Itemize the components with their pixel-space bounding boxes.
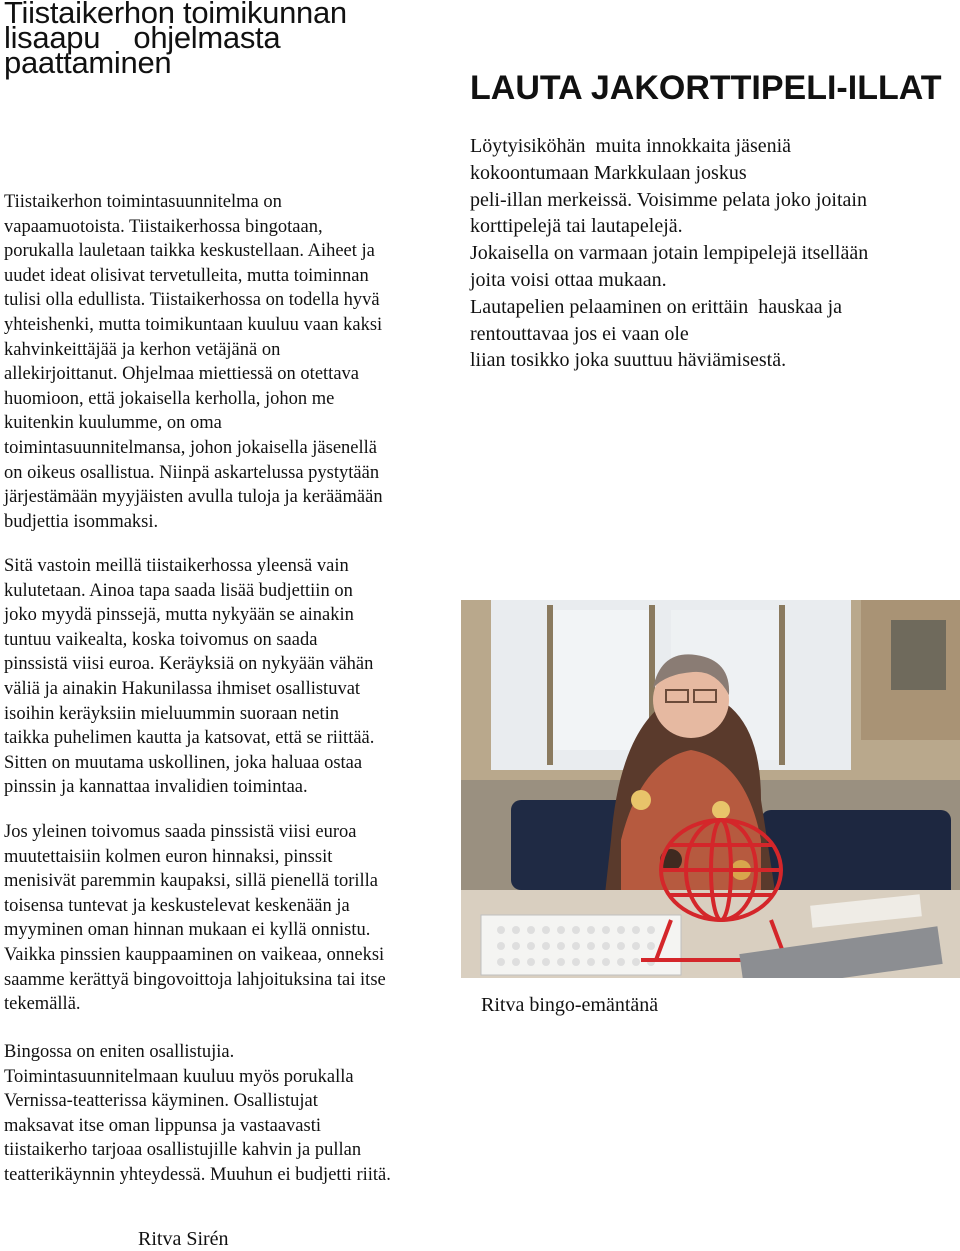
paragraph-line: joita voisi ottaa mukaan.: [470, 268, 667, 291]
paragraph-line: porukalla lauletaan taikka keskustellaan. Aiheet ja: [4, 241, 375, 262]
left-title-line: Tiistaikerhon toimikunnan: [4, 0, 347, 30]
paragraph-line: Sitten on muutama uskollinen, joka haluaa ostaa: [4, 752, 363, 773]
paragraph-line: tiistaikerho tarjoaa osallistujille kahvin ja pullan: [4, 1140, 362, 1161]
paragraph-line: tuntuu vaikealta, koska toivomus on saada: [4, 629, 318, 650]
paragraph-line: budjettia isommaksi.: [4, 511, 159, 532]
paragraph-line: peli-illan merkeissä. Voisimme pelata joko joitain: [470, 188, 867, 211]
paragraph-line: maksavat itse oman lippunsa ja vastaavasti: [4, 1115, 321, 1136]
paragraph-line: kokoontumaan Markkulaan joskus: [470, 161, 747, 184]
paragraph-line: toisensa tuntevat ja keskustelevat keskenään ja: [4, 895, 350, 916]
photo-caption: Ritva bingo-emäntänä: [481, 994, 659, 1016]
paragraph-line: kuitenkin kuulumme, on oma: [4, 413, 222, 434]
paragraph-line: Sitä vastoin meillä tiistaikerhossa yleensä vain: [4, 556, 349, 576]
bingo-photo-illustration: [461, 600, 960, 978]
left-paragraph-1: [4, 190, 454, 534]
bingo-photo: [461, 600, 960, 978]
paragraph-line: rentouttavaa jos ei vaan ole: [470, 322, 689, 345]
paragraph-line: joko myydä pinssejä, mutta nykyään se ainakin: [4, 605, 354, 626]
paragraph-line: pinssistä viisi euroa. Keräyksiä on nykyään vähän: [4, 654, 374, 675]
paragraph-line: kahvinkeittäjää ja kerhon vetäjänä on: [4, 339, 281, 360]
right-article-title: LAUTA JAKORTTIPELI-ILLAT: [470, 69, 942, 107]
left-title-line: paattaminen: [4, 45, 172, 80]
paragraph-line: huomioon, että jokaisella kerholla, johon me: [4, 388, 335, 409]
paragraph-line: myyminen oman hinnan mukaan ei kyllä onnistu.: [4, 920, 371, 941]
paragraph-line: liian tosikko joka suuttuu häviämisestä.: [470, 349, 787, 372]
right-paragraph: [470, 133, 950, 374]
paragraph-line: Tiistaikerhon toimintasuunnitelma on: [4, 192, 282, 212]
paragraph-line: tulisi olla edullista. Tiistaikerhossa on todella hyvä: [4, 290, 380, 311]
paragraph-line: saamme kerättyä bingovoittoja lahjoituksina tai itse: [4, 969, 386, 990]
paragraph-line: taikka puhelimen kautta ja katsovat, että se riittää.: [4, 728, 375, 749]
paragraph-line: teatterikäynnin yhteydessä. Muuhun ei budjetti riitä.: [4, 1164, 391, 1185]
paragraph-line: kulutetaan. Ainoa tapa saada lisää budjettiin on: [4, 580, 353, 601]
paragraph-line: tekemällä.: [4, 994, 81, 1015]
left-paragraph-3: [4, 820, 454, 1017]
paragraph-line: toimintasuunnitelmansa, johon jokaisella jäsenellä: [4, 437, 377, 458]
author-signature: Ritva Sirén: [138, 1228, 229, 1250]
paragraph-line: menisivät paremmin kaupaksi, sillä pienellä torilla: [4, 871, 379, 892]
paragraph-line: pinssin ja kannattaa invalidien toimintaa.: [4, 777, 308, 798]
paragraph-line: vapaamuotoista. Tiistaikerhossa bingotaan,: [4, 216, 323, 237]
left-paragraph-4: [4, 1040, 454, 1188]
paragraph-line: Bingossa on eniten osallistujia.: [4, 1042, 235, 1062]
paragraph-line: Lautapelien pelaaminen on erittäin hauskaa ja: [470, 295, 843, 318]
paragraph-line: muutettaisiin kolmen euron hinnaksi, pinssit: [4, 846, 333, 867]
paragraph-line: uudet ideat olisivat tervetulleita, mutta toiminnan: [4, 265, 369, 286]
paragraph-line: Jokaisella on varmaan jotain lempipelejä itsellään: [470, 242, 869, 265]
left-paragraph-2: [4, 554, 454, 800]
paragraph-line: Vaikka pinssien kauppaaminen on vaikeaa, onneksi: [4, 944, 385, 965]
paragraph-line: yhteishenki, mutta toimikuntaan kuuluu vaan kaksi: [4, 314, 383, 335]
paragraph-line: Vernissa-teatterissa käyminen. Osallistujat: [4, 1091, 318, 1112]
paragraph-line: Jos yleinen toivomus saada pinssistä viisi euroa: [4, 822, 357, 842]
paragraph-line: allekirjoittanut. Ohjelmaa miettiessä on otettava: [4, 364, 359, 385]
left-article-title: [4, 0, 444, 80]
paragraph-line: Löytyisiköhän muita innokkaita jäseniä: [470, 135, 792, 157]
left-title-line: lisaapu ohjelmasta: [4, 20, 281, 55]
paragraph-line: isoihin keräyksiin mieluummin suoraan netin: [4, 703, 340, 724]
paragraph-line: Toimintasuunnitelmaan kuuluu myös porukalla: [4, 1066, 354, 1087]
paragraph-line: väliä ja ainakin Hakunilassa ihmiset osallistuvat: [4, 678, 361, 699]
paragraph-line: on oikeus osallistua. Niinpä askartelussa pystytään: [4, 462, 380, 483]
paragraph-line: korttipelejä tai lautapelejä.: [470, 215, 683, 238]
paragraph-line: järjestämään myyjäisten avulla tuloja ja keräämään: [4, 487, 383, 508]
